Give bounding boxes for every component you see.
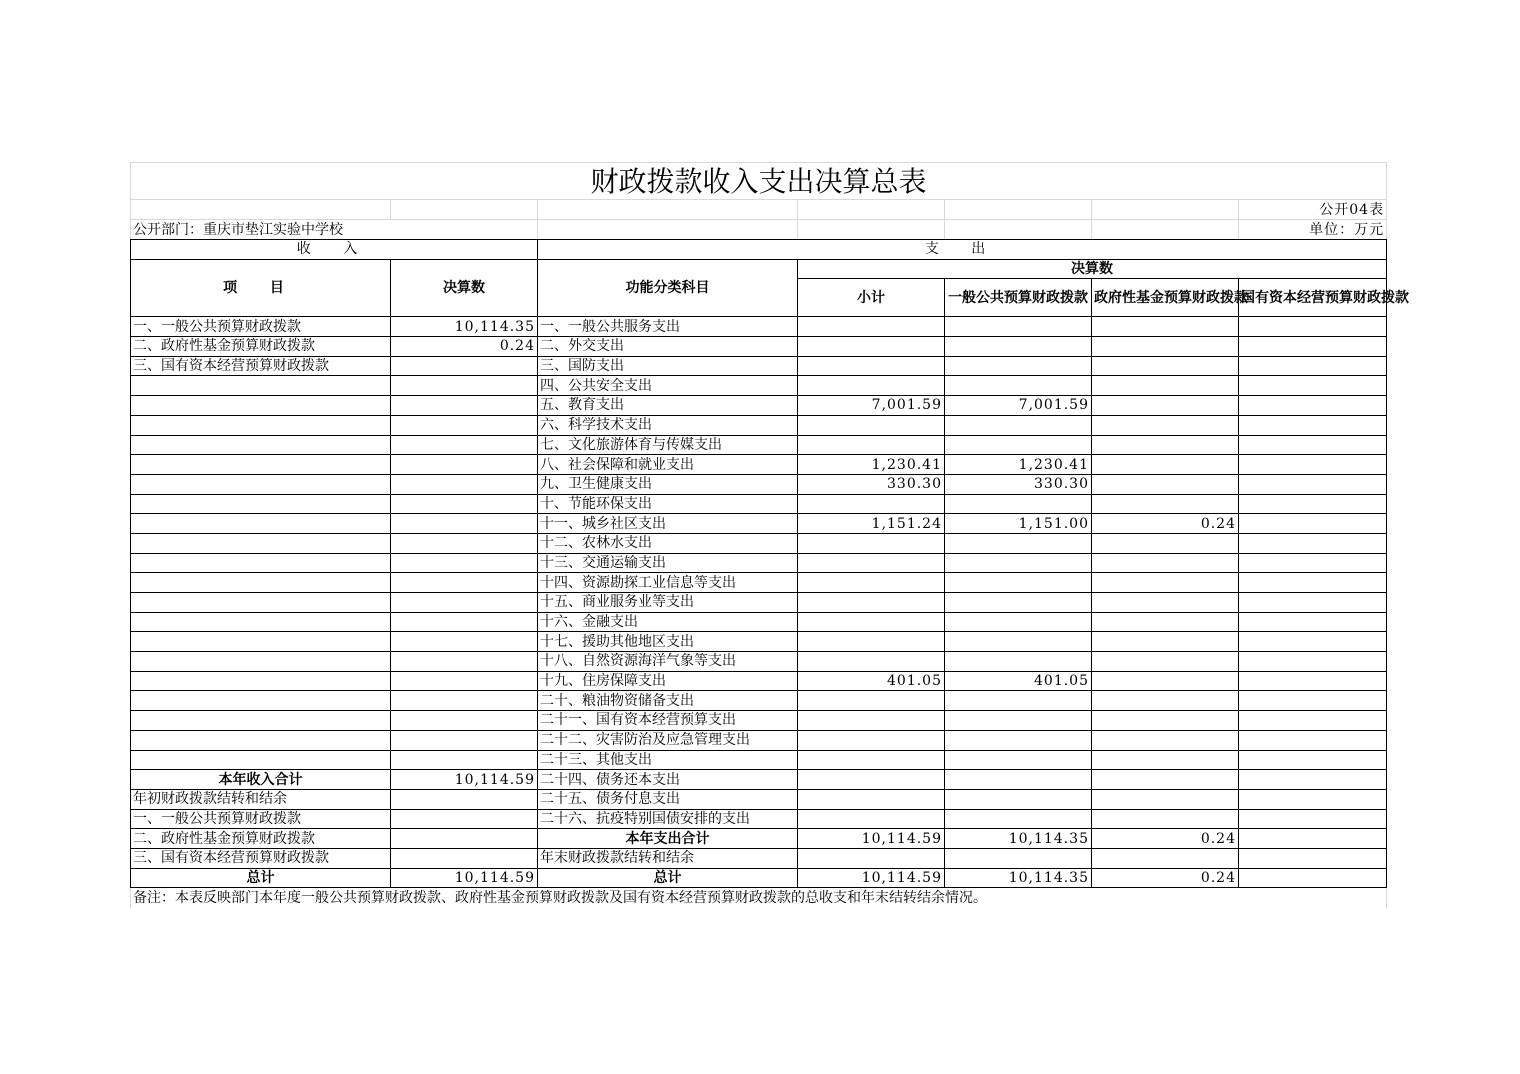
general-budget-cell [945, 789, 1092, 809]
state-capital-cell [1239, 632, 1387, 652]
income-amount-cell [391, 730, 538, 750]
income-amount-cell [391, 652, 538, 672]
income-amount-cell: 10,114.59 [391, 770, 538, 790]
income-item-cell [131, 533, 391, 553]
income-amount-cell [391, 494, 538, 514]
subtotal-cell [798, 415, 945, 435]
income-item-cell [131, 573, 391, 593]
form-number: 公开04表 [1239, 200, 1387, 220]
subtotal-cell [798, 652, 945, 672]
expense-header: 支 出 [538, 240, 1387, 260]
function-item-cell: 十五、商业服务业等支出 [538, 593, 798, 613]
footnote: 备注：本表反映部门本年度一般公共预算财政拨款、政府性基金预算财政拨款及国有资本经营预算财政拨款的总收支和年末结转结余情况。 [131, 888, 1387, 909]
subtotal-cell [798, 317, 945, 337]
state-capital-cell [1239, 730, 1387, 750]
subtotal-cell [798, 573, 945, 593]
function-item-cell: 三、国防支出 [538, 356, 798, 376]
general-budget-cell: 10,114.35 [945, 829, 1092, 849]
income-amount-cell [391, 474, 538, 494]
function-item-cell: 二、外交支出 [538, 337, 798, 357]
income-amount-cell: 10,114.59 [391, 868, 538, 888]
blank-cell [798, 220, 945, 240]
report-sheet [130, 162, 1409, 908]
income-item-cell [131, 691, 391, 711]
function-item-cell: 十七、援助其他地区支出 [538, 632, 798, 652]
subtotal-cell [798, 730, 945, 750]
income-amount-cell [391, 533, 538, 553]
blank-cell [391, 200, 538, 220]
income-item-cell [131, 435, 391, 455]
income-item-cell [131, 494, 391, 514]
general-budget-cell [945, 573, 1092, 593]
state-capital-cell [1239, 612, 1387, 632]
general-budget-cell [945, 632, 1092, 652]
state-capital-cell [1239, 455, 1387, 475]
gov-fund-cell [1092, 691, 1239, 711]
gov-fund-cell [1092, 573, 1239, 593]
income-item-cell: 二、政府性基金预算财政拨款 [131, 829, 391, 849]
subtotal-cell [798, 789, 945, 809]
gov-fund-cell [1092, 848, 1239, 868]
function-item-cell: 四、公共安全支出 [538, 376, 798, 396]
gov-fund-cell [1092, 632, 1239, 652]
function-item-cell: 二十一、国有资本经营预算支出 [538, 711, 798, 731]
state-capital-cell [1239, 671, 1387, 691]
state-capital-cell [1239, 770, 1387, 790]
general-budget-header: 一般公共预算财政拨款 [945, 279, 1092, 317]
income-item-cell: 三、国有资本经营预算财政拨款 [131, 356, 391, 376]
subtotal-cell [798, 593, 945, 613]
function-item-cell: 二十六、抗疫特别国债安排的支出 [538, 809, 798, 829]
state-capital-cell [1239, 691, 1387, 711]
income-amount-cell [391, 415, 538, 435]
state-capital-cell [1239, 809, 1387, 829]
general-budget-cell: 1,151.00 [945, 514, 1092, 534]
state-capital-cell [1239, 593, 1387, 613]
state-capital-cell [1239, 533, 1387, 553]
subtotal-cell [798, 356, 945, 376]
general-budget-cell: 330.30 [945, 474, 1092, 494]
general-budget-cell [945, 691, 1092, 711]
general-budget-cell [945, 809, 1092, 829]
function-item-cell: 十八、自然资源海洋气象等支出 [538, 652, 798, 672]
subtotal-cell [798, 612, 945, 632]
income-amount-cell [391, 711, 538, 731]
table-row [131, 415, 1387, 435]
final-amount-header: 决算数 [798, 259, 1387, 279]
table-row [131, 691, 1387, 711]
state-capital-cell [1239, 337, 1387, 357]
income-amount-cell [391, 455, 538, 475]
gov-fund-cell [1092, 770, 1239, 790]
income-amount-cell [391, 632, 538, 652]
subtotal-cell [798, 376, 945, 396]
income-amount-cell [391, 750, 538, 770]
income-item-cell: 一、一般公共预算财政拨款 [131, 317, 391, 337]
subtotal-cell [798, 435, 945, 455]
function-item-cell: 二十四、债务还本支出 [538, 770, 798, 790]
table-row [131, 317, 1387, 337]
general-budget-cell: 401.05 [945, 671, 1092, 691]
function-item-cell: 二十三、其他支出 [538, 750, 798, 770]
table-row [131, 553, 1387, 573]
blank-cell [538, 200, 798, 220]
state-capital-cell [1239, 750, 1387, 770]
income-amount-cell [391, 435, 538, 455]
table-row [131, 868, 1387, 888]
gov-fund-cell [1092, 593, 1239, 613]
income-item-cell [131, 415, 391, 435]
table-row [131, 730, 1387, 750]
subtotal-cell [798, 494, 945, 514]
gov-fund-header: 政府性基金预算财政拨款 [1092, 279, 1239, 317]
state-capital-cell [1239, 317, 1387, 337]
income-amount-cell [391, 829, 538, 849]
general-budget-cell [945, 376, 1092, 396]
function-header: 功能分类科目 [538, 259, 798, 317]
income-amount-cell [391, 809, 538, 829]
general-budget-cell: 7,001.59 [945, 396, 1092, 416]
state-capital-cell [1239, 868, 1387, 888]
subtotal-cell: 401.05 [798, 671, 945, 691]
state-capital-cell [1239, 711, 1387, 731]
function-item-cell: 本年支出合计 [538, 829, 798, 849]
function-item-cell: 十六、金融支出 [538, 612, 798, 632]
state-capital-cell [1239, 848, 1387, 868]
subtotal-header: 小计 [798, 279, 945, 317]
income-header: 收 入 [131, 240, 538, 260]
general-budget-cell [945, 652, 1092, 672]
report-title: 财政拨款收入支出决算总表 [131, 163, 1387, 200]
blank-cell [538, 220, 798, 240]
gov-fund-cell [1092, 809, 1239, 829]
income-item-cell: 一、一般公共预算财政拨款 [131, 809, 391, 829]
function-item-cell: 六、科学技术支出 [538, 415, 798, 435]
subtotal-cell [798, 750, 945, 770]
subtotal-cell [798, 770, 945, 790]
gov-fund-cell [1092, 671, 1239, 691]
report-table [130, 162, 1409, 908]
table-row [131, 770, 1387, 790]
gov-fund-cell: 0.24 [1092, 868, 1239, 888]
subtotal-cell: 1,230.41 [798, 455, 945, 475]
income-item-cell: 本年收入合计 [131, 770, 391, 790]
gov-fund-cell [1092, 750, 1239, 770]
income-item-cell [131, 612, 391, 632]
table-row [131, 376, 1387, 396]
general-budget-cell [945, 612, 1092, 632]
function-item-cell: 十一、城乡社区支出 [538, 514, 798, 534]
table-row [131, 337, 1387, 357]
gov-fund-cell [1092, 317, 1239, 337]
gov-fund-cell [1092, 376, 1239, 396]
general-budget-cell [945, 533, 1092, 553]
subtotal-cell [798, 553, 945, 573]
subtotal-cell: 1,151.24 [798, 514, 945, 534]
amount-header: 决算数 [391, 259, 538, 317]
general-budget-cell [945, 750, 1092, 770]
general-budget-cell [945, 730, 1092, 750]
state-capital-cell [1239, 652, 1387, 672]
state-capital-header: 国有资本经营预算财政拨款 [1239, 279, 1387, 317]
gov-fund-cell [1092, 533, 1239, 553]
item-header: 项 目 [131, 259, 391, 317]
subtotal-cell [798, 632, 945, 652]
income-item-cell [131, 730, 391, 750]
subtotal-cell: 7,001.59 [798, 396, 945, 416]
table-row [131, 848, 1387, 868]
unit-label: 单位：万元 [1239, 220, 1387, 240]
income-item-cell [131, 671, 391, 691]
income-item-cell [131, 553, 391, 573]
general-budget-cell [945, 494, 1092, 514]
table-row [131, 356, 1387, 376]
income-item-cell [131, 455, 391, 475]
function-item-cell: 二十二、灾害防治及应急管理支出 [538, 730, 798, 750]
function-item-cell: 八、社会保障和就业支出 [538, 455, 798, 475]
general-budget-cell [945, 711, 1092, 731]
function-item-cell: 五、教育支出 [538, 396, 798, 416]
income-amount-cell [391, 356, 538, 376]
gov-fund-cell [1092, 652, 1239, 672]
income-item-cell [131, 593, 391, 613]
function-item-cell: 十四、资源勘探工业信息等支出 [538, 573, 798, 593]
table-row [131, 809, 1387, 829]
income-amount-cell [391, 848, 538, 868]
income-item-cell [131, 711, 391, 731]
income-item-cell [131, 474, 391, 494]
table-row [131, 494, 1387, 514]
gov-fund-cell [1092, 730, 1239, 750]
blank-cell [131, 200, 391, 220]
department-label: 公开部门：重庆市垫江实验中学校 [131, 220, 538, 240]
general-budget-cell [945, 337, 1092, 357]
income-item-cell: 总计 [131, 868, 391, 888]
income-amount-cell [391, 612, 538, 632]
income-amount-cell [391, 396, 538, 416]
state-capital-cell [1239, 435, 1387, 455]
function-item-cell: 一、一般公共服务支出 [538, 317, 798, 337]
subtotal-cell [798, 691, 945, 711]
state-capital-cell [1239, 396, 1387, 416]
gov-fund-cell: 0.24 [1092, 514, 1239, 534]
income-amount-cell [391, 376, 538, 396]
state-capital-cell [1239, 553, 1387, 573]
state-capital-cell [1239, 829, 1387, 849]
blank-cell [945, 200, 1092, 220]
state-capital-cell [1239, 514, 1387, 534]
table-row [131, 671, 1387, 691]
gov-fund-cell [1092, 337, 1239, 357]
gov-fund-cell [1092, 789, 1239, 809]
subtotal-cell: 10,114.59 [798, 829, 945, 849]
income-amount-cell [391, 789, 538, 809]
function-item-cell: 九、卫生健康支出 [538, 474, 798, 494]
table-row [131, 474, 1387, 494]
income-item-cell: 三、国有资本经营预算财政拨款 [131, 848, 391, 868]
general-budget-cell: 10,114.35 [945, 868, 1092, 888]
general-budget-cell [945, 356, 1092, 376]
function-item-cell: 十九、住房保障支出 [538, 671, 798, 691]
table-row [131, 396, 1387, 416]
income-item-cell [131, 376, 391, 396]
general-budget-cell [945, 770, 1092, 790]
table-row [131, 593, 1387, 613]
gov-fund-cell [1092, 435, 1239, 455]
subtotal-cell: 10,114.59 [798, 868, 945, 888]
income-amount-cell: 0.24 [391, 337, 538, 357]
state-capital-cell [1239, 573, 1387, 593]
blank-cell [1092, 200, 1239, 220]
gov-fund-cell [1092, 455, 1239, 475]
function-item-cell: 十三、交通运输支出 [538, 553, 798, 573]
general-budget-cell [945, 593, 1092, 613]
state-capital-cell [1239, 474, 1387, 494]
general-budget-cell [945, 848, 1092, 868]
state-capital-cell [1239, 415, 1387, 435]
income-item-cell [131, 632, 391, 652]
gov-fund-cell [1092, 415, 1239, 435]
state-capital-cell [1239, 356, 1387, 376]
table-row [131, 514, 1387, 534]
general-budget-cell: 1,230.41 [945, 455, 1092, 475]
income-amount-cell [391, 573, 538, 593]
function-item-cell: 十、节能环保支出 [538, 494, 798, 514]
table-row [131, 533, 1387, 553]
table-row [131, 750, 1387, 770]
table-row [131, 652, 1387, 672]
gov-fund-cell: 0.24 [1092, 829, 1239, 849]
income-amount-cell [391, 514, 538, 534]
subtotal-cell [798, 809, 945, 829]
gov-fund-cell [1092, 474, 1239, 494]
function-item-cell: 二十、粮油物资储备支出 [538, 691, 798, 711]
table-row [131, 435, 1387, 455]
subtotal-cell [798, 533, 945, 553]
income-amount-cell [391, 671, 538, 691]
income-amount-cell [391, 691, 538, 711]
table-row [131, 612, 1387, 632]
general-budget-cell [945, 317, 1092, 337]
table-row [131, 829, 1387, 849]
function-item-cell: 七、文化旅游体育与传媒支出 [538, 435, 798, 455]
subtotal-cell [798, 337, 945, 357]
state-capital-cell [1239, 494, 1387, 514]
income-amount-cell [391, 593, 538, 613]
table-row [131, 455, 1387, 475]
gov-fund-cell [1092, 553, 1239, 573]
gov-fund-cell [1092, 356, 1239, 376]
subtotal-cell: 330.30 [798, 474, 945, 494]
state-capital-cell [1239, 376, 1387, 396]
income-item-cell: 年初财政拨款结转和结余 [131, 789, 391, 809]
subtotal-cell [798, 848, 945, 868]
function-item-cell: 二十五、债务付息支出 [538, 789, 798, 809]
income-item-cell [131, 750, 391, 770]
state-capital-cell [1239, 789, 1387, 809]
general-budget-cell [945, 415, 1092, 435]
table-row [131, 632, 1387, 652]
blank-cell [945, 220, 1092, 240]
function-item-cell: 十二、农林水支出 [538, 533, 798, 553]
general-budget-cell [945, 553, 1092, 573]
subtotal-cell [798, 711, 945, 731]
blank-cell [1092, 220, 1239, 240]
income-item-cell [131, 652, 391, 672]
general-budget-cell [945, 435, 1092, 455]
gov-fund-cell [1092, 396, 1239, 416]
gov-fund-cell [1092, 711, 1239, 731]
income-item-cell: 二、政府性基金预算财政拨款 [131, 337, 391, 357]
gov-fund-cell [1092, 612, 1239, 632]
table-row [131, 789, 1387, 809]
function-item-cell: 年末财政拨款结转和结余 [538, 848, 798, 868]
blank-cell [798, 200, 945, 220]
income-item-cell [131, 514, 391, 534]
table-row [131, 711, 1387, 731]
gov-fund-cell [1092, 494, 1239, 514]
income-amount-cell: 10,114.35 [391, 317, 538, 337]
table-row [131, 573, 1387, 593]
function-item-cell: 总计 [538, 868, 798, 888]
income-amount-cell [391, 553, 538, 573]
income-item-cell [131, 396, 391, 416]
